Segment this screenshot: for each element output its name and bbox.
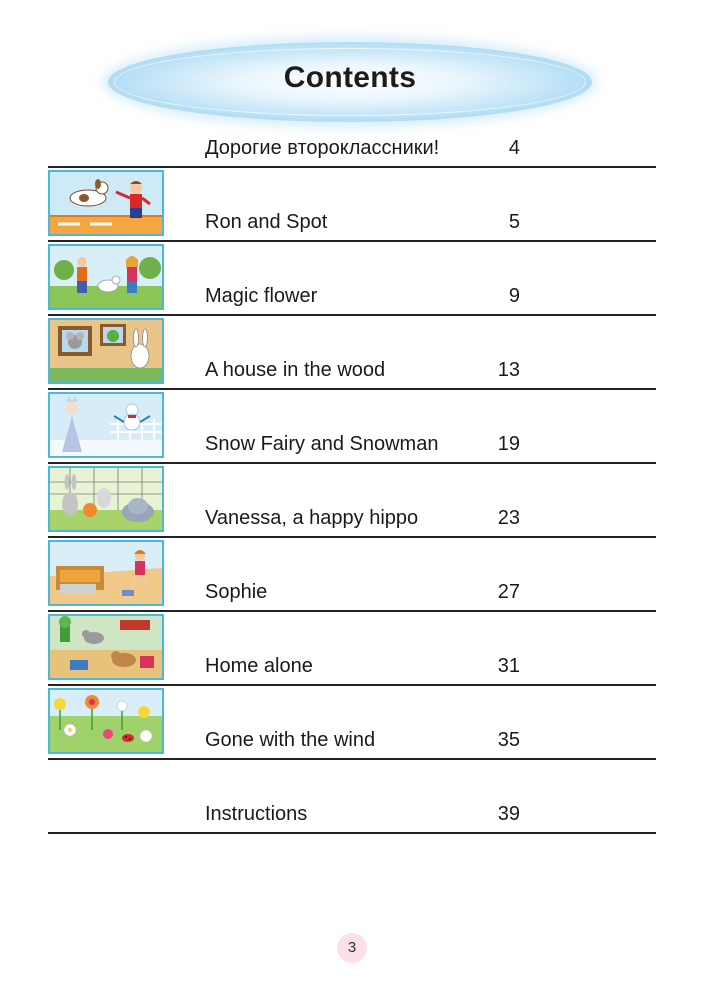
toc-entry-page: 4 — [508, 137, 520, 159]
toc-entry-home-alone[interactable] — [48, 610, 656, 686]
toc-entry-title: Gone with the wind — [205, 729, 376, 751]
page-title: Contents — [283, 61, 417, 94]
toc-entry-vanessa-a-happy-hippo[interactable] — [48, 462, 656, 538]
toc-entry-title: Дорогие второклассники! — [205, 137, 440, 159]
toc-entry-page: 13 — [497, 359, 520, 381]
toc-entry-title: Sophie — [205, 581, 268, 603]
toc-entry-title: Instructions — [205, 803, 308, 825]
children-and-puppy-illustration — [48, 244, 164, 310]
toc-entry-title: Ron and Spot — [205, 211, 328, 233]
pets-home-alone-illustration — [48, 614, 164, 680]
toc-entry-page: 27 — [497, 581, 520, 603]
snow-fairy-snowman-illustration — [48, 392, 164, 458]
children-and-puppy-drawing — [50, 246, 162, 308]
toc-entry-page: 9 — [508, 285, 520, 307]
mouse-frog-rabbit-house-illustration — [48, 318, 164, 384]
toc-entry-page: 5 — [508, 211, 520, 233]
toc-entry-sophie[interactable] — [48, 536, 656, 612]
toc-entry-title: A house in the wood — [205, 359, 386, 381]
rabbits-and-hippo-drawing — [50, 468, 162, 530]
toc-entry-page: 35 — [497, 729, 520, 751]
girl-in-bedroom-illustration — [48, 540, 164, 606]
snow-fairy-snowman-drawing — [50, 394, 162, 456]
toc-entry-page: 39 — [497, 803, 520, 825]
toc-entry-page: 19 — [497, 433, 520, 455]
boy-and-dog-illustration — [48, 170, 164, 236]
toc-entry-ron-and-spot[interactable] — [48, 166, 656, 242]
flowers-meadow-ladybug-drawing — [50, 690, 162, 752]
toc-entry-title: Vanessa, a happy hippo — [205, 507, 419, 529]
boy-and-dog-drawing — [50, 172, 162, 234]
girl-in-bedroom-drawing — [50, 542, 162, 604]
toc-entry-snow-fairy-and-snowman[interactable] — [48, 388, 656, 464]
toc-entry-page: 31 — [497, 655, 520, 677]
toc-entry-title: Home alone — [205, 655, 313, 677]
pets-home-alone-drawing — [50, 616, 162, 678]
mouse-frog-rabbit-drawing — [50, 320, 162, 382]
toc-entry-instructions[interactable] — [48, 758, 656, 834]
toc-entry-title: Snow Fairy and Snowman — [205, 433, 439, 455]
toc-entry-magic-flower[interactable] — [48, 240, 656, 316]
page-number-badge: 3 — [337, 933, 367, 963]
toc-entry-title: Magic flower — [205, 285, 318, 307]
toc-entry-dear-second-graders[interactable] — [48, 92, 656, 168]
rabbits-and-hippo-illustration — [48, 466, 164, 532]
toc-entry-page: 23 — [497, 507, 520, 529]
toc-entry-a-house-in-the-wood[interactable] — [48, 314, 656, 390]
flowers-meadow-ladybug-illustration — [48, 688, 164, 754]
toc-entry-gone-with-the-wind[interactable] — [48, 684, 656, 760]
